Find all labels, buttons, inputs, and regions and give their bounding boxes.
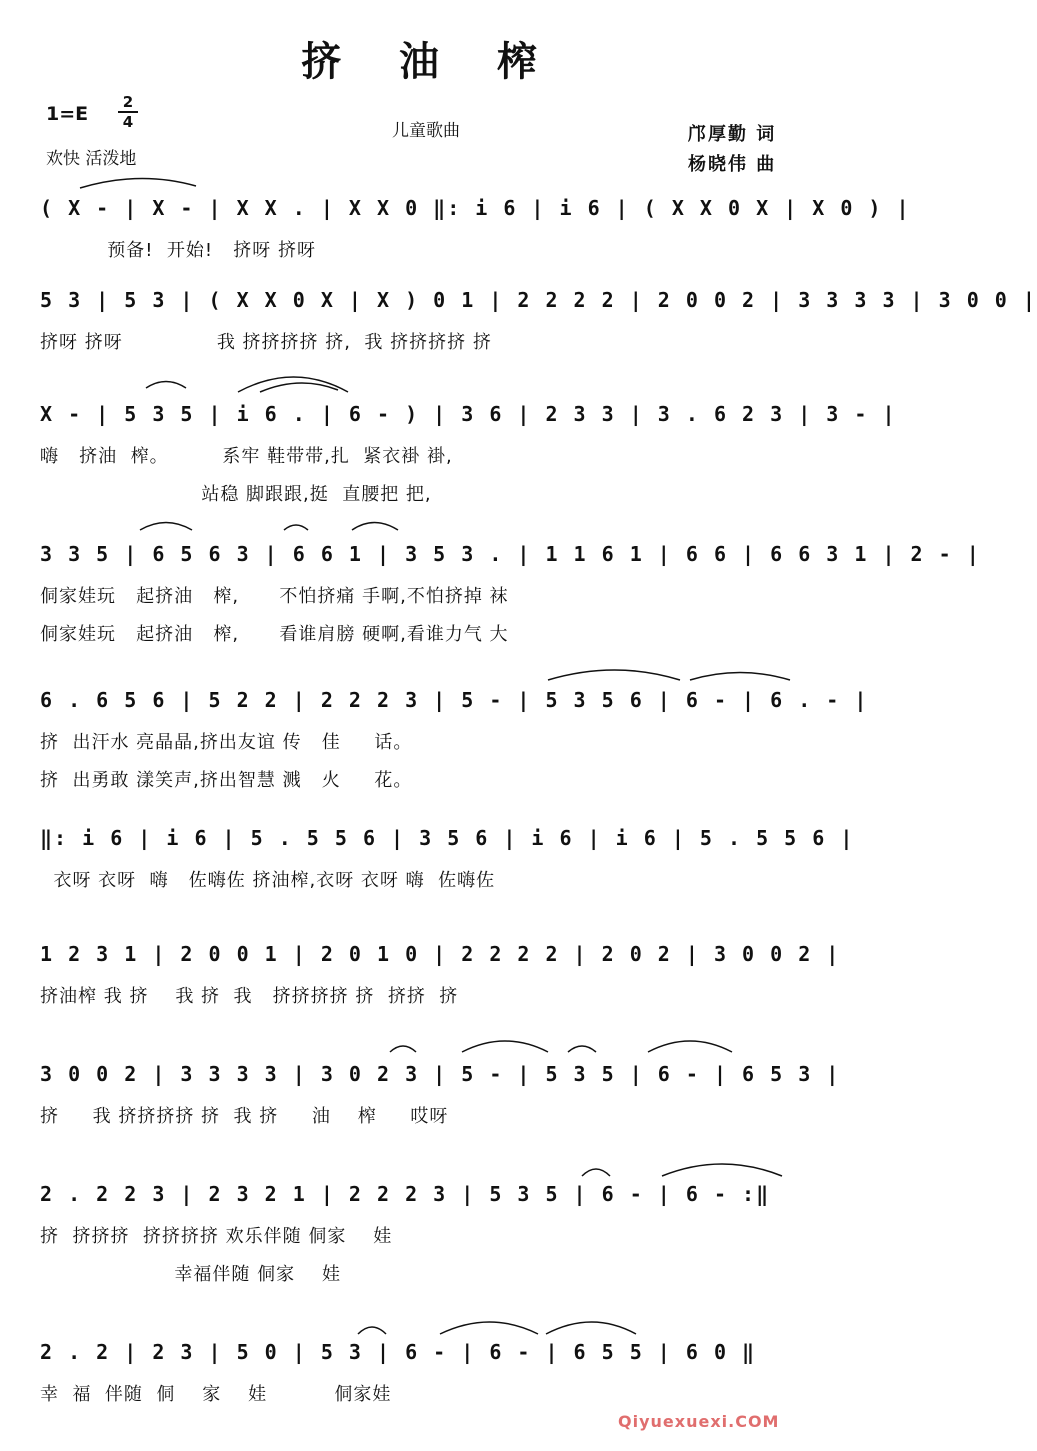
- tempo-marking: 欢快 活泼地: [46, 149, 137, 169]
- lyric-line: 幸福伴随 侗家 娃: [40, 1264, 342, 1285]
- lyric-line: 挤呀 挤呀 我 挤挤挤挤 挤, 我 挤挤挤挤 挤: [40, 332, 492, 353]
- lyric-line: 挤油榨 我 挤 我 挤 我 挤挤挤挤 挤 挤挤 挤: [40, 986, 459, 1007]
- lyric-line: 衣呀 衣呀 嗨 佐嗨佐 挤油榨,衣呀 衣呀 嗨 佐嗨佐: [40, 870, 496, 891]
- lyric-line: 预备! 开始! 挤呀 挤呀: [40, 240, 316, 261]
- lyric-line: 侗家娃玩 起挤油 榨, 不怕挤痛 手啊,不怕挤掉 袜: [40, 586, 509, 607]
- notation-line: 1 2 3 1 | 2 0 0 1 | 2 0 1 0 | 2 2 2 2 | 2 0 2 | 3 0 0 2 |: [40, 942, 841, 966]
- slur-arc: [284, 525, 308, 530]
- notation-line: 2 . 2 | 2 3 | 5 0 | 5 3 | 6 - | 6 - | 6 5 5 | 6 0 ‖: [40, 1340, 757, 1364]
- time-signature-bottom: 4: [122, 113, 134, 131]
- slur-arc: [440, 1322, 538, 1334]
- lyricist-credit: 邝厚勤 词: [688, 124, 777, 145]
- time-signature-top: 2: [122, 93, 134, 111]
- slur-arc: [358, 1327, 386, 1334]
- song-title: 挤 油 榨: [301, 39, 559, 85]
- slur-arc: [238, 377, 348, 392]
- notation-line: 6 . 6 5 6 | 5 2 2 | 2 2 2 3 | 5 - | 5 3 5 6 | 6 - | 6 . - |: [40, 688, 869, 712]
- slur-arc: [568, 1046, 596, 1052]
- genre-label: 儿童歌曲: [392, 121, 460, 141]
- lyric-line: 嗨 挤油 榨。 系牢 鞋带带,扎 紧衣褂 褂,: [40, 446, 453, 467]
- notation-line: ‖: i 6 | i 6 | 5 . 5 5 6 | 3 5 6 | i 6 | i 6 | 5 . 5 5 6 |: [40, 826, 855, 850]
- slur-arc: [582, 1169, 610, 1176]
- slur-arc: [690, 673, 790, 681]
- notation-line: 3 3 5 | 6 5 6 3 | 6 6 1 | 3 5 3 . | 1 1 6 1 | 6 6 | 6 6 3 1 | 2 - |: [40, 542, 981, 566]
- slur-arc: [140, 523, 192, 531]
- slur-arc: [662, 1164, 782, 1176]
- lyric-line: 侗家娃玩 起挤油 榨, 看谁肩膀 硬啊,看谁力气 大: [40, 624, 509, 645]
- time-signature: [118, 94, 138, 130]
- notation-line: 5 3 | 5 3 | ( X X 0 X | X ) 0 1 | 2 2 2 2 | 2 0 0 2 | 3 3 3 3 | 3 0 0 |: [40, 288, 1037, 312]
- key-signature: 1=E: [46, 103, 89, 125]
- lyric-line: 挤 出汗水 亮晶晶,挤出友谊 传 佳 话。: [40, 732, 413, 753]
- notation-line: 2 . 2 2 3 | 2 3 2 1 | 2 2 2 3 | 5 3 5 | 6 - | 6 - :‖: [40, 1182, 771, 1206]
- slur-arc: [352, 523, 398, 531]
- notation-line: X - | 5 3 5 | i 6 . | 6 - ) | 3 6 | 2 3 3 | 3 . 6 2 3 | 3 - |: [40, 402, 897, 426]
- lyric-line: 幸 福 伴随 侗 家 娃 侗家娃: [40, 1384, 392, 1405]
- lyric-line: 挤 挤挤挤 挤挤挤挤 欢乐伴随 侗家 娃: [40, 1226, 393, 1247]
- slur-arc: [260, 383, 338, 392]
- lyric-line: 挤 出勇敢 漾笑声,挤出智慧 溅 火 花。: [40, 770, 413, 791]
- slur-arc: [546, 1322, 636, 1334]
- notation-line: 3 0 0 2 | 3 3 3 3 | 3 0 2 3 | 5 - | 5 3 5 | 6 - | 6 5 3 |: [40, 1062, 841, 1086]
- slur-arc: [462, 1041, 548, 1052]
- notation-line: ( X - | X - | X X . | X X 0 ‖: i 6 | i 6 | ( X X 0 X | X 0 ) |: [40, 196, 911, 220]
- lyric-line: 站稳 脚跟跟,挺 直腰把 把,: [40, 484, 432, 505]
- site-watermark: Qiyuexuexi.COM: [618, 1412, 780, 1431]
- slur-arc: [548, 670, 680, 680]
- slur-arc: [648, 1041, 732, 1052]
- composer-credit: 杨晓伟 曲: [688, 154, 777, 175]
- slur-arc: [390, 1046, 416, 1052]
- lyric-line: 挤 我 挤挤挤挤 挤 我 挤 油 榨 哎呀: [40, 1106, 449, 1127]
- slur-arc: [80, 178, 196, 188]
- slur-arc: [146, 382, 186, 389]
